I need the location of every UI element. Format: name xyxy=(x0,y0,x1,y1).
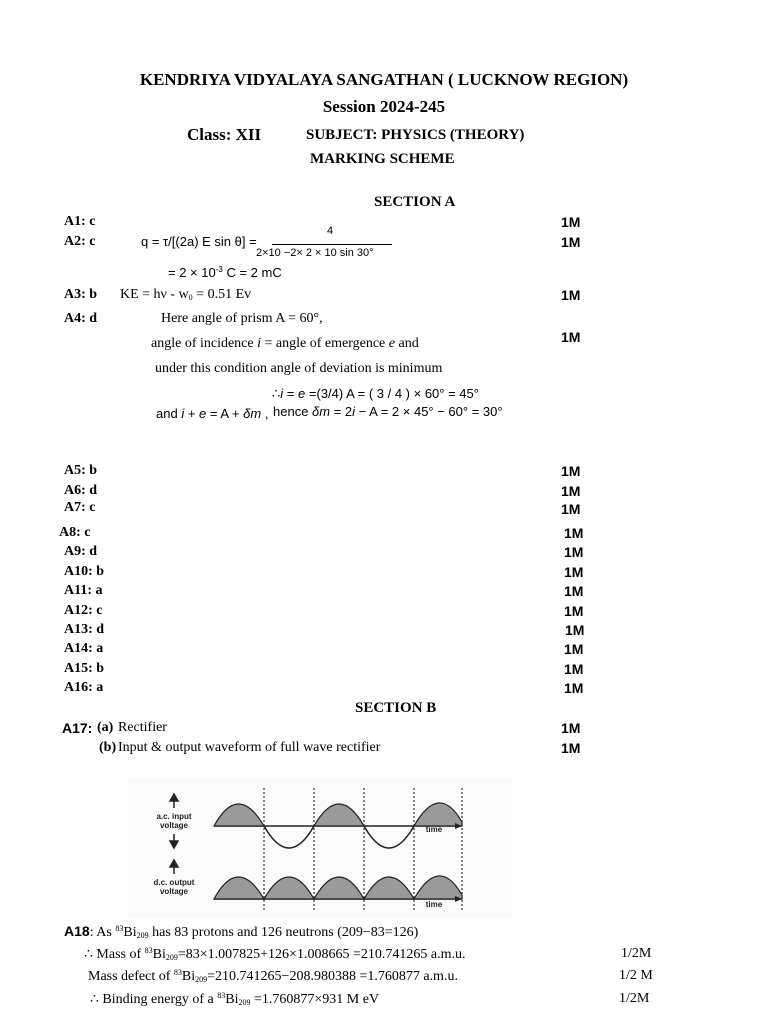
output-time-label: time xyxy=(425,900,443,909)
a4-line3: under this condition angle of deviation is minimum xyxy=(155,361,443,376)
a2-numerator: 4 xyxy=(327,225,334,237)
a2-result: = $2 \times 10^{-3}$ C = 2 mC xyxy=(168,265,282,280)
marks-a11: 1M xyxy=(564,583,584,599)
a4-line4: ∴i = e =(3/4) A = ( 3 / 4 ) × 60° = 45° xyxy=(272,386,479,401)
a18-defect-sym: Bi xyxy=(181,969,196,984)
answer-a3: A3: b xyxy=(64,287,98,302)
answer-a1: A1: c xyxy=(64,214,96,229)
marks-a3: 1M xyxy=(561,287,581,303)
answer-a11: A11: a xyxy=(64,583,103,598)
a4-line5a: and i + e = A + δm , xyxy=(156,406,269,421)
fraction-bar xyxy=(272,244,392,245)
answer-a12: A12: c xyxy=(64,603,103,618)
marks-a16: 1M xyxy=(564,680,584,696)
a18-be-sym: Bi xyxy=(225,992,239,1007)
output-label-1: d.c. output xyxy=(153,878,195,887)
a18-mass-prefix: ∴ Mass of xyxy=(84,947,145,962)
answer-a2: A2: c xyxy=(64,234,96,249)
a3-formula: KE = $h\nu - w_0 = 0.51$ Ev xyxy=(120,287,252,302)
marks-a18-mass: 1/2M xyxy=(621,946,652,961)
answer-a7: A7: c xyxy=(64,500,96,515)
a18-defect-a: 209 xyxy=(195,975,208,984)
a18-mass-value: =83×1.007825+126×1.008665 =210.741265 a.m.u. xyxy=(177,947,466,962)
a18-defect-prefix: Mass defect of xyxy=(88,969,174,984)
a18-mass-sym: Bi xyxy=(152,947,166,962)
marks-a18-defect: 1/2 M xyxy=(619,968,653,983)
a18-defect-value: =210.741265−208.980388 =1.760877 a.m.u. xyxy=(207,969,458,984)
a18-element: Bi xyxy=(123,925,137,940)
a2-formula: q = τ/[(2a) E sin θ] = xyxy=(141,234,257,249)
a18-line1-suffix: has 83 protons and 126 neutrons (209−83=126) xyxy=(148,925,419,940)
a18-mass-z: 83 xyxy=(144,946,153,955)
a4-line5b: hence δm = 2i − A = 2 × 45° − 60° = 30° xyxy=(273,404,503,419)
input-label-2: voltage xyxy=(159,821,189,830)
marks-a13: 1M xyxy=(565,622,585,638)
marks-a6: 1M xyxy=(561,483,581,499)
marks-a18-be: 1/2M xyxy=(619,991,650,1006)
marks-a17b: 1M xyxy=(561,740,581,756)
answer-a10: A10: b xyxy=(64,564,105,579)
marks-a8: 1M xyxy=(564,525,584,541)
a18-be-prefix: ∴ Binding energy of a xyxy=(90,992,218,1007)
marks-a7: 1M xyxy=(561,501,581,517)
answer-a13: A13: d xyxy=(64,622,105,637)
a18-line1-prefix: : As xyxy=(89,925,116,940)
marks-a12: 1M xyxy=(564,603,584,619)
doc-type: MARKING SCHEME xyxy=(310,151,455,167)
a17-part-b: (b) xyxy=(99,740,117,755)
marks-a2: 1M xyxy=(561,234,581,250)
marks-a4: 1M xyxy=(561,329,581,345)
answer-a17: A17: xyxy=(62,720,93,736)
a18-be-a: 209 xyxy=(238,998,251,1007)
section-b-title: SECTION B xyxy=(355,700,437,716)
org-title: KENDRIYA VIDYALAYA SANGATHAN ( LUCKNOW REGION) xyxy=(139,70,629,89)
a4-line2: angle of incidence i = angle of emergence e and xyxy=(151,336,419,351)
answer-a9: A9: d xyxy=(64,544,98,559)
marks-a1: 1M xyxy=(561,214,581,230)
marks-a10: 1M xyxy=(564,564,584,580)
answer-a15: A15: b xyxy=(64,661,105,676)
rectifier-waveform-figure xyxy=(128,778,512,918)
a18-mass-line xyxy=(84,946,465,963)
answer-a8: A8: c xyxy=(59,525,91,540)
answer-a5: A5: b xyxy=(64,463,98,478)
session-title: Session 2024-245 xyxy=(322,97,446,116)
class-label: Class: XII xyxy=(187,125,262,144)
marks-a15: 1M xyxy=(564,661,584,677)
marks-a17a: 1M xyxy=(561,720,581,736)
a17-text-a: Rectifier xyxy=(118,720,167,735)
a18-atomic-number: 83 xyxy=(115,924,124,933)
a2-denominator: 2×10 −2× 2 × 10 sin 30° xyxy=(256,247,374,259)
a18-line1 xyxy=(64,923,418,941)
marks-a14: 1M xyxy=(564,641,584,657)
a18-defect-z: 83 xyxy=(173,968,182,977)
a17-text-b: Input & output waveform of full wave rectifier xyxy=(118,740,381,755)
answer-a6: A6: d xyxy=(64,483,98,498)
marks-a9: 1M xyxy=(564,544,584,560)
a18-defect-line xyxy=(88,968,458,985)
a18-mass-number: 209 xyxy=(136,931,149,940)
a18-be-z: 83 xyxy=(217,991,226,1000)
marks-a5: 1M xyxy=(561,463,581,479)
output-label-2: voltage xyxy=(159,887,189,896)
section-a-title: SECTION A xyxy=(374,194,456,210)
a4-line1: Here angle of prism A = 60°, xyxy=(161,311,323,326)
answer-a16: A16: a xyxy=(64,680,104,695)
input-label-1: a.c. input xyxy=(156,812,192,821)
answer-a18: A18 xyxy=(64,923,90,939)
subject-label: SUBJECT: PHYSICS (THEORY) xyxy=(306,127,525,143)
input-time-label: time xyxy=(425,825,443,834)
a18-be-value: =1.760877×931 M eV xyxy=(250,992,380,1007)
answer-a4: A4: d xyxy=(64,311,98,326)
a18-mass-a: 209 xyxy=(165,953,178,962)
a18-be-line xyxy=(90,991,379,1008)
a17-part-a: (a) xyxy=(97,720,114,735)
answer-a14: A14: a xyxy=(64,641,104,656)
